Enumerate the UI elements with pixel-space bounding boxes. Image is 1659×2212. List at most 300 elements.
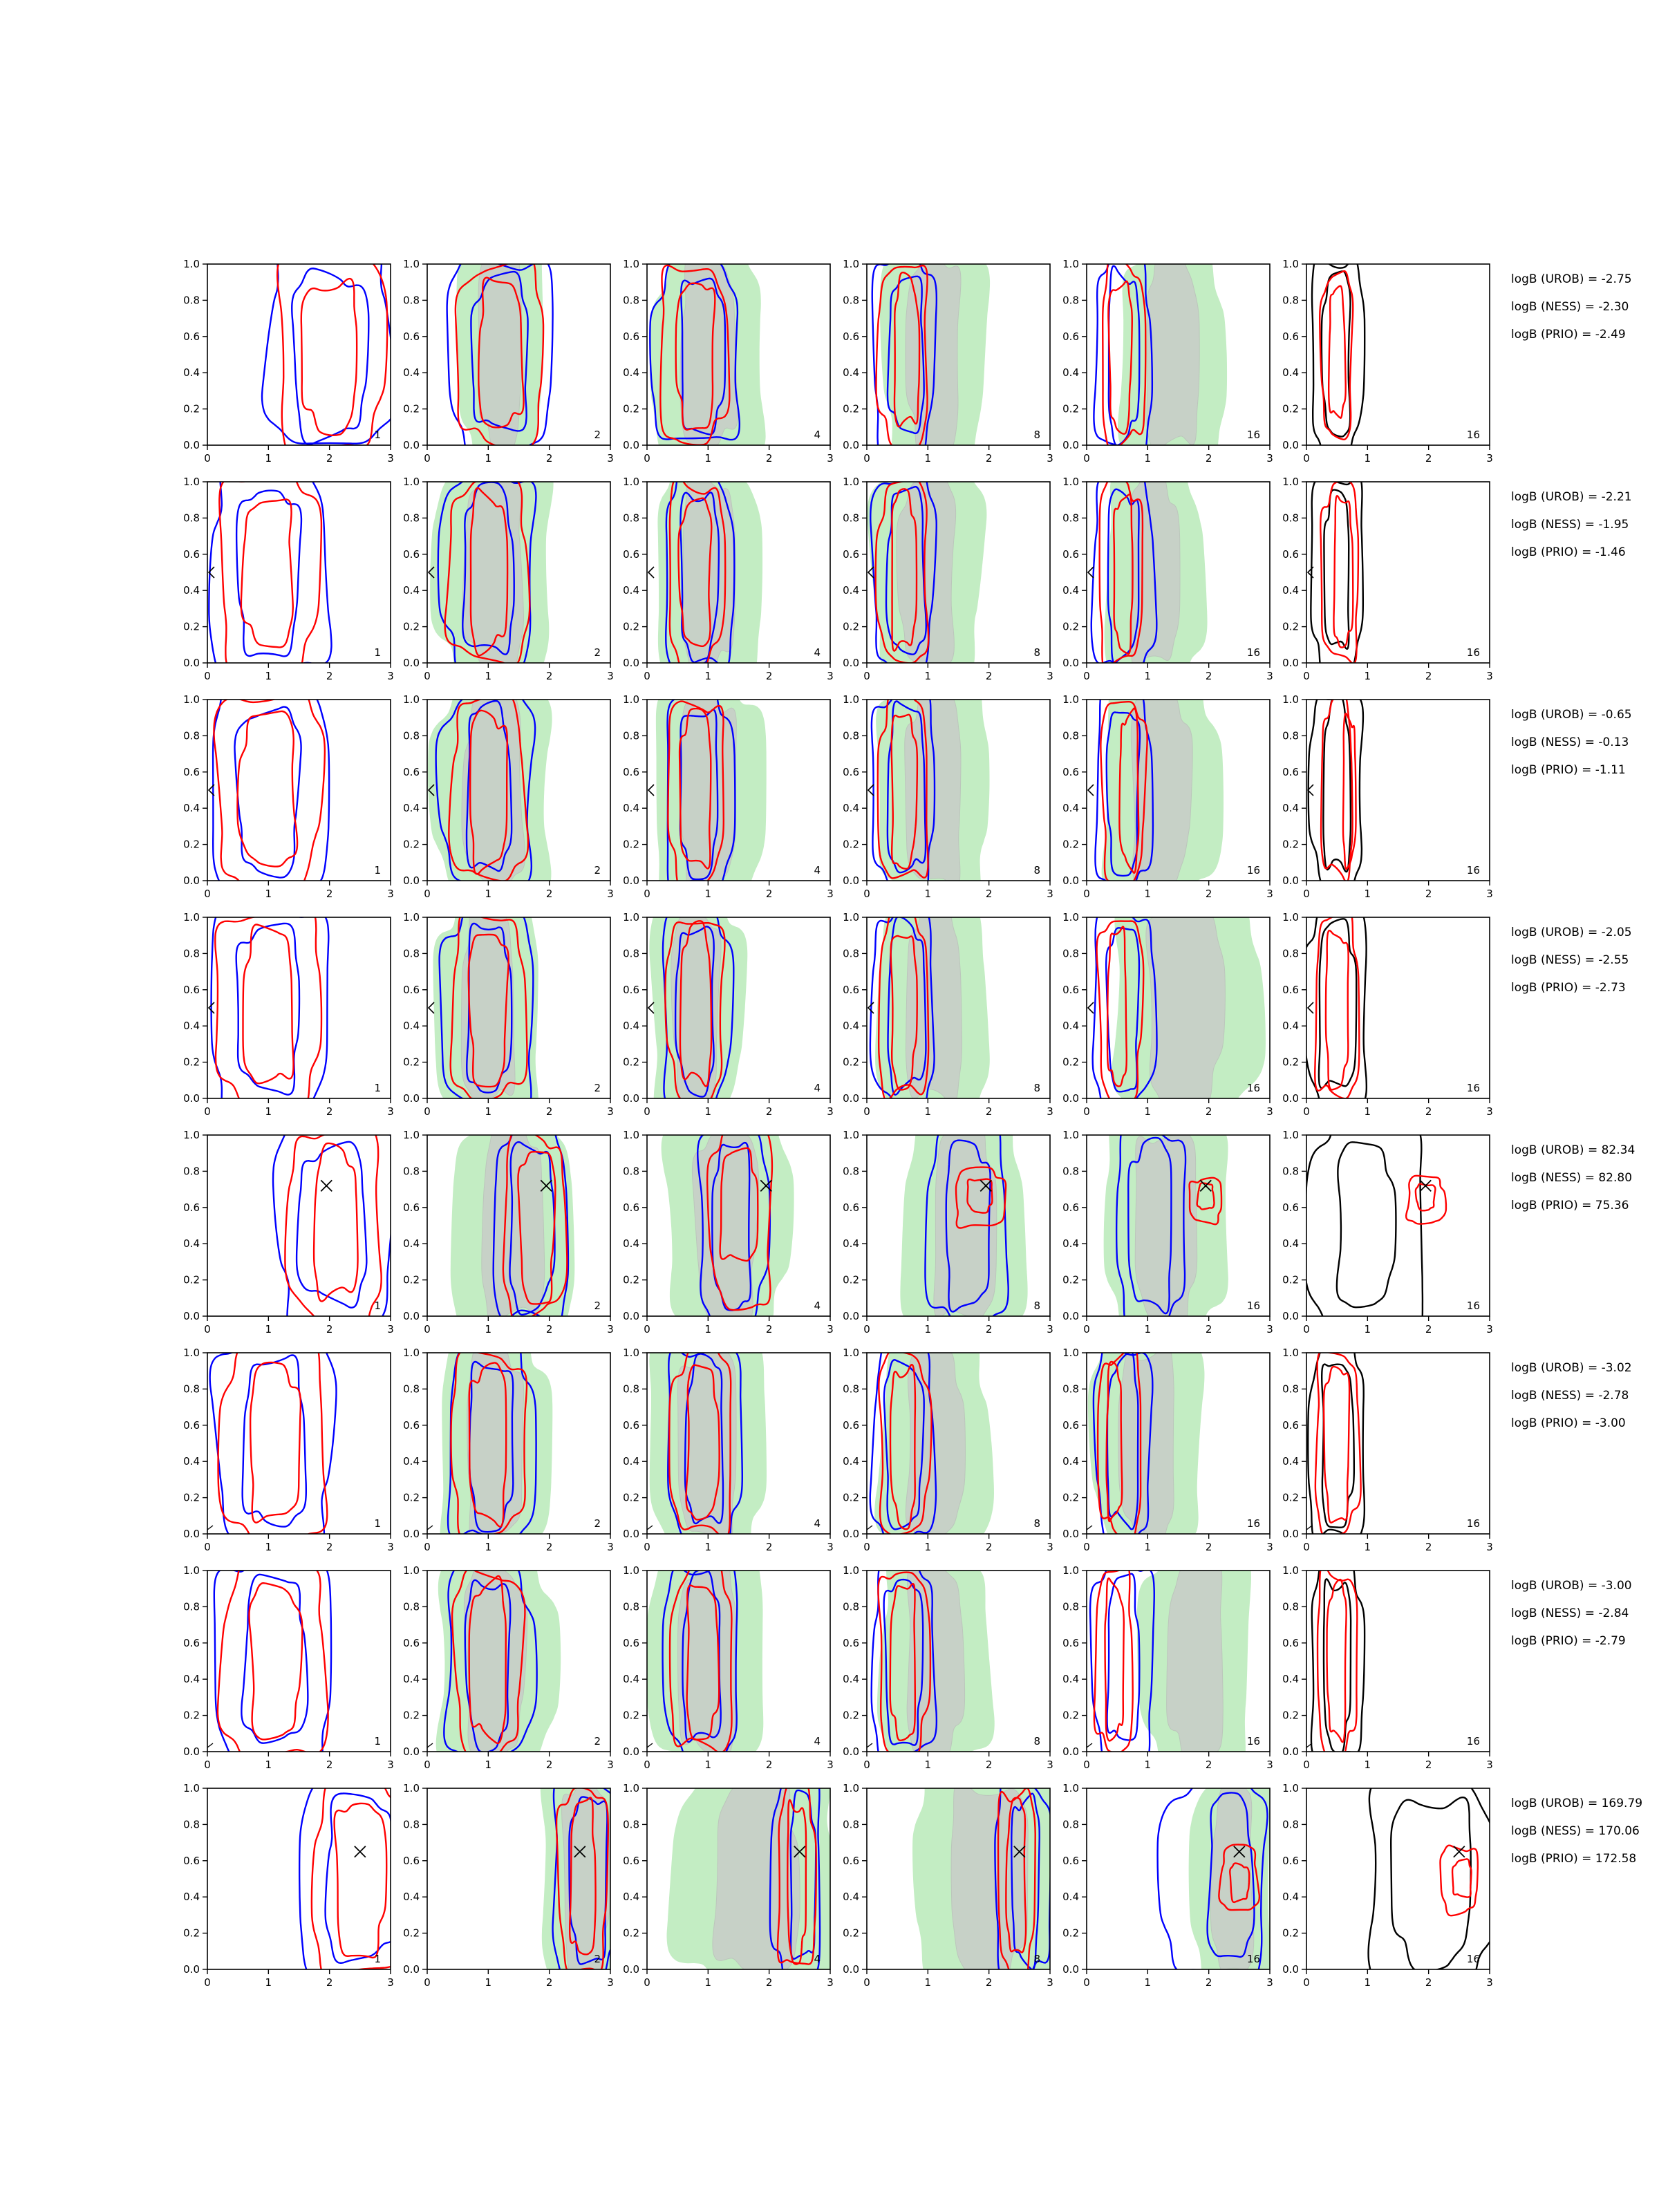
x-tick-label: 3 <box>387 1759 394 1771</box>
y-tick-label: 0.4 <box>183 1673 200 1686</box>
x-tick-label: 1 <box>485 1541 492 1553</box>
x-tick-label: 2 <box>326 888 333 900</box>
x-tick-label: 0 <box>1303 888 1310 900</box>
panel-label: 16 <box>1246 1953 1260 1965</box>
panel-label: 16 <box>1466 1300 1480 1312</box>
y-tick-label: 1.0 <box>1282 1564 1299 1577</box>
y-tick-label: 0.6 <box>623 1418 639 1432</box>
x-tick-label: 3 <box>827 1976 834 1989</box>
y-tick-label: 0.2 <box>183 402 200 415</box>
y-tick-label: 0.8 <box>843 1818 859 1831</box>
x-tick-label: 1 <box>1364 1541 1371 1553</box>
y-tick-label: 0.4 <box>403 1891 420 1904</box>
panel-label: 8 <box>1033 1517 1040 1530</box>
x-tick-label: 3 <box>607 452 614 465</box>
panel-2-1 <box>209 453 331 685</box>
panel-7-4 <box>872 1544 995 1777</box>
x-tick-label: 3 <box>1486 670 1493 682</box>
logb-text: logB (PRIO) = -1.11 <box>1511 763 1626 777</box>
y-tick-label: 0.8 <box>183 1165 200 1178</box>
x-tick-label: 1 <box>265 1759 272 1771</box>
x-tick-label: 1 <box>1144 1105 1152 1118</box>
blue-contour <box>214 1542 331 1784</box>
logb-text: logB (UROB) = -3.02 <box>1511 1361 1632 1375</box>
x-tick-label: 1 <box>704 1323 712 1335</box>
y-tick-label: 0.6 <box>843 1636 859 1649</box>
y-tick-label: 1.0 <box>1282 476 1299 488</box>
x-tick-label: 1 <box>924 1323 932 1335</box>
axes-frame <box>1306 1135 1490 1316</box>
y-tick-label: 1.0 <box>1062 1782 1079 1794</box>
y-tick-label: 0.6 <box>183 1854 200 1867</box>
x-tick-label: 1 <box>924 1105 932 1118</box>
y-tick-label: 0.8 <box>843 1382 859 1396</box>
y-tick-label: 0.8 <box>1282 1165 1299 1178</box>
y-tick-label: 0.0 <box>1282 1092 1299 1105</box>
panel-label: 8 <box>1033 1300 1040 1312</box>
y-tick-label: 0.8 <box>403 729 420 742</box>
logb-text: logB (PRIO) = -2.73 <box>1511 981 1626 995</box>
y-tick-label: 0.0 <box>183 1745 200 1758</box>
y-tick-label: 0.4 <box>403 802 420 815</box>
x-tick-label: 1 <box>1364 1323 1371 1335</box>
x-tick-label: 1 <box>1364 452 1371 465</box>
red-contour <box>218 1553 328 1761</box>
panel-label: 8 <box>1033 429 1040 441</box>
x-tick-label: 1 <box>1144 1323 1152 1335</box>
panel-label: 1 <box>374 646 381 659</box>
x-tick-label: 2 <box>765 1541 773 1553</box>
red-contour <box>214 691 324 901</box>
y-tick-label: 0.6 <box>1282 765 1299 778</box>
x-tick-label: 0 <box>1083 888 1090 900</box>
y-tick-label: 0.4 <box>843 1891 859 1904</box>
black-contour <box>1391 1797 1471 1971</box>
y-tick-label: 0.0 <box>623 1092 639 1105</box>
y-tick-label: 0.8 <box>1062 947 1079 960</box>
x-tick-label: 2 <box>326 670 333 682</box>
x-tick-label: 0 <box>1303 1323 1310 1335</box>
panel-label: 1 <box>374 1953 381 1965</box>
y-tick-label: 0.0 <box>183 439 200 451</box>
x-tick-label: 3 <box>827 1323 834 1335</box>
y-tick-label: 0.0 <box>843 439 859 451</box>
y-tick-label: 0.8 <box>1062 512 1079 525</box>
x-tick-label: 3 <box>387 670 394 682</box>
y-tick-label: 0.0 <box>403 657 420 669</box>
y-tick-label: 1.0 <box>403 911 420 924</box>
panel-4-3 <box>649 897 747 1124</box>
y-tick-label: 0.4 <box>403 366 420 379</box>
y-tick-label: 0.2 <box>843 1056 859 1069</box>
y-tick-label: 0.8 <box>1282 1600 1299 1613</box>
black-contour <box>1323 697 1351 872</box>
y-tick-label: 0.4 <box>843 1237 859 1250</box>
panel-6-1 <box>210 1334 337 1559</box>
y-tick-label: 0.8 <box>623 294 639 307</box>
truth-marker <box>867 1743 872 1747</box>
y-tick-label: 0.0 <box>403 1963 420 1976</box>
y-tick-label: 0.4 <box>843 802 859 815</box>
y-tick-label: 0.4 <box>843 1020 859 1033</box>
x-tick-label: 2 <box>1425 1759 1432 1771</box>
x-tick-label: 3 <box>1266 1976 1273 1989</box>
y-tick-label: 0.0 <box>403 1745 420 1758</box>
y-tick-label: 0.8 <box>1062 1382 1079 1396</box>
y-tick-label: 0.2 <box>1062 1927 1079 1940</box>
y-tick-label: 0.8 <box>623 1382 639 1396</box>
y-tick-label: 0.0 <box>843 874 859 887</box>
y-tick-label: 1.0 <box>843 911 859 924</box>
x-tick-label: 2 <box>1425 1541 1432 1553</box>
y-tick-label: 0.2 <box>1282 620 1299 633</box>
y-tick-label: 0.4 <box>1062 1455 1079 1468</box>
y-tick-label: 0.2 <box>1062 1056 1079 1069</box>
y-tick-label: 0.8 <box>403 947 420 960</box>
x-tick-label: 0 <box>644 452 650 465</box>
y-tick-label: 0.0 <box>623 1310 639 1322</box>
y-tick-label: 1.0 <box>1062 258 1079 270</box>
panel-6-2 <box>440 1321 552 1554</box>
panel-label: 16 <box>1466 646 1480 659</box>
red-contour <box>1452 1859 1471 1897</box>
logb-text: logB (UROB) = -0.65 <box>1511 708 1632 722</box>
logb-text: logB (NESS) = 82.80 <box>1511 1171 1633 1185</box>
y-tick-label: 0.2 <box>1062 1491 1079 1504</box>
y-tick-label: 0.6 <box>183 1201 200 1214</box>
y-tick-label: 0.0 <box>623 1963 639 1976</box>
y-tick-label: 0.6 <box>623 1201 639 1214</box>
y-tick-label: 0.0 <box>183 1963 200 1976</box>
x-tick-label: 1 <box>704 888 712 900</box>
panel-3-3 <box>656 668 767 909</box>
truth-marker <box>1087 1743 1092 1747</box>
panel-1-2 <box>447 229 553 479</box>
y-tick-label: 0.4 <box>1062 802 1079 815</box>
y-tick-label: 1.0 <box>183 911 200 924</box>
x-tick-label: 2 <box>765 1105 773 1118</box>
x-tick-label: 0 <box>1303 1105 1310 1118</box>
y-tick-label: 0.4 <box>1282 1673 1299 1686</box>
y-tick-label: 1.0 <box>403 258 420 270</box>
gray-shade <box>462 691 525 885</box>
x-tick-label: 2 <box>1205 888 1212 900</box>
x-tick-label: 1 <box>704 1759 712 1771</box>
panel-8-4 <box>912 1758 1069 2000</box>
y-tick-label: 0.2 <box>183 1709 200 1722</box>
y-tick-label: 0.6 <box>403 1418 420 1432</box>
panel-label: 1 <box>374 1735 381 1747</box>
red-contour <box>285 1122 381 1335</box>
y-tick-label: 0.8 <box>403 1600 420 1613</box>
y-tick-label: 0.4 <box>1282 1237 1299 1250</box>
y-tick-label: 0.8 <box>183 729 200 742</box>
x-tick-label: 1 <box>1144 1541 1152 1553</box>
y-tick-label: 0.2 <box>843 402 859 415</box>
red-contour <box>1329 286 1346 418</box>
y-tick-label: 0.0 <box>623 439 639 451</box>
truth-marker <box>647 1743 653 1747</box>
panel-label: 2 <box>594 429 601 441</box>
panel-label: 2 <box>594 864 601 877</box>
x-tick-label: 3 <box>1486 1541 1493 1553</box>
y-tick-label: 1.0 <box>403 1347 420 1359</box>
y-tick-label: 0.0 <box>1282 1310 1299 1322</box>
x-tick-label: 1 <box>265 1105 272 1118</box>
truth-marker <box>1088 785 1094 796</box>
y-tick-label: 1.0 <box>1062 693 1079 706</box>
panel-6-3 <box>649 1331 767 1568</box>
y-tick-label: 0.0 <box>183 1528 200 1540</box>
x-tick-label: 0 <box>644 888 650 900</box>
y-tick-label: 0.2 <box>623 1273 639 1286</box>
y-tick-label: 0.4 <box>1282 1455 1299 1468</box>
panel-label: 16 <box>1466 429 1480 441</box>
y-tick-label: 1.0 <box>623 911 639 924</box>
x-tick-label: 0 <box>424 1541 431 1553</box>
panel-3-5 <box>1095 674 1224 907</box>
y-tick-label: 0.2 <box>1282 1709 1299 1722</box>
logb-text: logB (NESS) = -0.13 <box>1511 735 1629 749</box>
y-tick-label: 1.0 <box>403 1129 420 1141</box>
panel-label: 1 <box>374 1300 381 1312</box>
panel-4-1 <box>212 890 329 1132</box>
panel-5-4 <box>900 1104 1027 1340</box>
y-tick-label: 0.6 <box>1062 330 1079 343</box>
x-tick-label: 0 <box>204 1541 211 1553</box>
panel-5-2 <box>451 1096 575 1338</box>
y-tick-label: 0.2 <box>1062 838 1079 851</box>
y-tick-label: 0.8 <box>843 729 859 742</box>
panel-label: 1 <box>374 429 381 441</box>
panel-label: 16 <box>1466 864 1480 877</box>
y-tick-label: 0.6 <box>623 547 639 561</box>
y-tick-label: 0.0 <box>1282 1528 1299 1540</box>
red-contour <box>250 1583 303 1739</box>
x-tick-label: 0 <box>1303 1976 1310 1989</box>
y-tick-label: 0.0 <box>1062 439 1079 451</box>
y-tick-label: 1.0 <box>623 693 639 706</box>
y-tick-label: 0.2 <box>1282 1273 1299 1286</box>
y-tick-label: 1.0 <box>183 1564 200 1577</box>
y-tick-label: 0.8 <box>1282 512 1299 525</box>
y-tick-label: 1.0 <box>403 1782 420 1794</box>
logb-text: logB (UROB) = 82.34 <box>1511 1143 1635 1157</box>
x-tick-label: 2 <box>545 1541 553 1553</box>
red-contour <box>314 1143 357 1302</box>
x-tick-label: 2 <box>1205 1759 1212 1771</box>
y-tick-label: 0.2 <box>1282 402 1299 415</box>
y-tick-label: 0.4 <box>1062 1237 1079 1250</box>
x-tick-label: 2 <box>326 1323 333 1335</box>
y-tick-label: 1.0 <box>183 258 200 270</box>
axes-frame <box>207 1135 391 1316</box>
x-tick-label: 3 <box>1266 888 1273 900</box>
y-tick-label: 0.0 <box>1062 657 1079 669</box>
panel-label: 16 <box>1246 1082 1260 1094</box>
x-tick-label: 1 <box>265 1976 272 1989</box>
logb-text: logB (NESS) = 170.06 <box>1511 1824 1640 1838</box>
x-tick-label: 1 <box>1144 452 1152 465</box>
panel-6-4 <box>870 1324 994 1556</box>
y-tick-label: 0.8 <box>843 947 859 960</box>
panel-3-1 <box>213 666 329 913</box>
y-tick-label: 1.0 <box>843 1564 859 1577</box>
y-tick-label: 0.0 <box>403 1092 420 1105</box>
x-tick-label: 0 <box>1303 1759 1310 1771</box>
logb-text: logB (NESS) = -1.95 <box>1511 518 1629 532</box>
truth-marker <box>648 785 654 796</box>
y-tick-label: 0.0 <box>1282 439 1299 451</box>
y-tick-label: 0.2 <box>843 838 859 851</box>
y-tick-label: 0.0 <box>623 1745 639 1758</box>
x-tick-label: 0 <box>644 1976 650 1989</box>
y-tick-label: 0.4 <box>1062 366 1079 379</box>
panel-label: 8 <box>1033 1735 1040 1747</box>
y-tick-label: 1.0 <box>843 1782 859 1794</box>
y-tick-label: 0.8 <box>1062 1165 1079 1178</box>
panel-label: 4 <box>814 864 821 877</box>
y-tick-label: 0.6 <box>843 547 859 561</box>
y-tick-label: 0.0 <box>623 1528 639 1540</box>
y-tick-label: 0.4 <box>623 802 639 815</box>
x-tick-label: 1 <box>704 1541 712 1553</box>
y-tick-label: 0.8 <box>183 512 200 525</box>
panel-label: 16 <box>1246 864 1260 877</box>
panel-label: 8 <box>1033 1082 1040 1094</box>
panel-label: 4 <box>814 1953 821 1965</box>
y-tick-label: 0.2 <box>623 1709 639 1722</box>
x-tick-label: 3 <box>1486 1323 1493 1335</box>
axes-frame <box>1306 1353 1490 1534</box>
axes-frame <box>207 1571 391 1752</box>
logb-text: logB (PRIO) = -2.49 <box>1511 328 1626 341</box>
x-tick-label: 3 <box>1047 888 1053 900</box>
panel-label: 16 <box>1246 1517 1260 1530</box>
panel-1-4 <box>872 242 990 470</box>
y-tick-label: 0.2 <box>403 1927 420 1940</box>
y-tick-label: 0.2 <box>1282 1491 1299 1504</box>
x-tick-label: 1 <box>485 670 492 682</box>
red-contour <box>1416 1184 1436 1211</box>
panel-label: 8 <box>1033 864 1040 877</box>
x-tick-label: 3 <box>1047 1976 1053 1989</box>
x-tick-label: 3 <box>1266 1105 1273 1118</box>
y-tick-label: 1.0 <box>843 1129 859 1141</box>
y-tick-label: 0.2 <box>623 838 639 851</box>
gray-shade <box>1167 1563 1224 1760</box>
x-tick-label: 0 <box>424 888 431 900</box>
truth-marker <box>648 567 654 578</box>
y-tick-label: 0.0 <box>843 1963 859 1976</box>
x-tick-label: 2 <box>765 1759 773 1771</box>
x-tick-label: 3 <box>1266 1541 1273 1553</box>
y-tick-label: 1.0 <box>183 1129 200 1141</box>
y-tick-label: 0.4 <box>1282 366 1299 379</box>
y-tick-label: 0.6 <box>1062 765 1079 778</box>
x-tick-label: 3 <box>1486 1105 1493 1118</box>
y-tick-label: 0.2 <box>403 1491 420 1504</box>
x-tick-label: 0 <box>863 1541 870 1553</box>
x-tick-label: 2 <box>985 888 993 900</box>
y-tick-label: 0.8 <box>1282 947 1299 960</box>
logb-text: logB (NESS) = -2.30 <box>1511 300 1629 314</box>
x-tick-label: 2 <box>1205 1323 1212 1335</box>
x-tick-label: 0 <box>644 1759 650 1771</box>
y-tick-label: 0.0 <box>623 657 639 669</box>
x-tick-label: 0 <box>1303 452 1310 465</box>
x-tick-label: 2 <box>1425 1976 1432 1989</box>
y-tick-label: 1.0 <box>623 1782 639 1794</box>
x-tick-label: 1 <box>485 888 492 900</box>
y-tick-label: 0.4 <box>623 1455 639 1468</box>
truth-marker <box>1306 1526 1312 1530</box>
panel-8-3 <box>667 1762 838 1994</box>
panel-5-3 <box>662 1119 794 1345</box>
y-tick-label: 0.6 <box>623 330 639 343</box>
x-tick-label: 0 <box>1083 1105 1090 1118</box>
x-tick-label: 1 <box>924 1541 932 1553</box>
red-contour <box>1327 1580 1347 1742</box>
x-tick-label: 2 <box>326 452 333 465</box>
x-tick-label: 1 <box>924 888 932 900</box>
y-tick-label: 1.0 <box>843 1347 859 1359</box>
x-tick-label: 0 <box>863 452 870 465</box>
y-tick-label: 0.2 <box>403 838 420 851</box>
y-tick-label: 1.0 <box>1062 476 1079 488</box>
y-tick-label: 0.2 <box>1062 1273 1079 1286</box>
y-tick-label: 0.8 <box>1282 729 1299 742</box>
y-tick-label: 1.0 <box>183 693 200 706</box>
y-tick-label: 0.2 <box>623 402 639 415</box>
panel-label: 4 <box>814 1082 821 1094</box>
x-tick-label: 3 <box>827 1759 834 1771</box>
panel-label: 2 <box>594 1953 601 1965</box>
x-tick-label: 1 <box>704 670 712 682</box>
y-tick-label: 0.6 <box>1282 330 1299 343</box>
y-tick-label: 0.4 <box>623 584 639 597</box>
truth-marker <box>355 1846 366 1857</box>
y-tick-label: 0.8 <box>623 1600 639 1613</box>
y-tick-label: 0.6 <box>1062 983 1079 996</box>
y-tick-label: 0.4 <box>183 584 200 597</box>
panel-1-5 <box>1094 230 1227 467</box>
panel-1-3 <box>650 238 766 458</box>
y-tick-label: 0.6 <box>843 1201 859 1214</box>
truth-marker <box>867 1526 872 1530</box>
panel-label: 4 <box>814 1300 821 1312</box>
y-tick-label: 0.4 <box>623 1891 639 1904</box>
x-tick-label: 0 <box>1083 670 1090 682</box>
y-tick-label: 0.6 <box>843 983 859 996</box>
y-tick-label: 0.2 <box>623 1056 639 1069</box>
red-contour <box>243 924 294 1083</box>
y-tick-label: 0.2 <box>403 1709 420 1722</box>
y-tick-label: 0.8 <box>183 1818 200 1831</box>
x-tick-label: 1 <box>485 1105 492 1118</box>
panel-label: 16 <box>1246 1300 1260 1312</box>
y-tick-label: 1.0 <box>1062 911 1079 924</box>
red-contour <box>335 1803 387 1958</box>
y-tick-label: 1.0 <box>1282 1129 1299 1141</box>
y-tick-label: 0.6 <box>403 765 420 778</box>
x-tick-label: 3 <box>827 1541 834 1553</box>
y-tick-label: 0.8 <box>183 1382 200 1396</box>
y-tick-label: 0.2 <box>1282 1056 1299 1069</box>
y-tick-label: 0.0 <box>1062 1745 1079 1758</box>
y-tick-label: 0.6 <box>183 1418 200 1432</box>
x-tick-label: 3 <box>607 670 614 682</box>
